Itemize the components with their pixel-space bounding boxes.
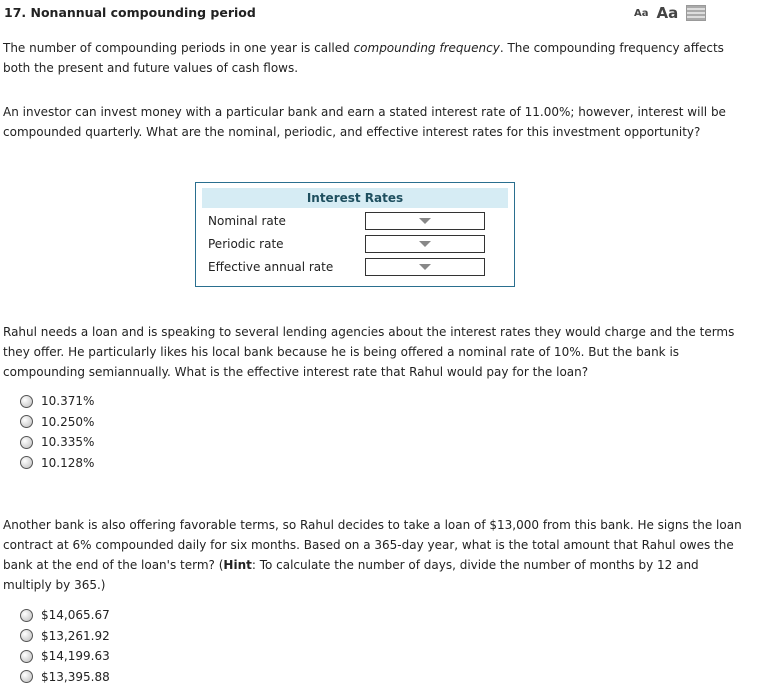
question-3-text: Another bank is also offering favorable terms, so Rahul decides to take a loan of $13,000 from this bank. He signs the loan contract at 6% compounded daily for six months. Based on a 365-day year, what is the total amount that Rahul owes the bank at the end of the loan's term? (Hint: To calculate the number of days, divide the number of months by 12 and multiply by 365.) [3, 518, 742, 592]
decrease-font-button[interactable]: Aa [634, 7, 649, 19]
question-1-text: An investor can invest money with a particular bank and earn a stated interest rate of 11.00%; however, interest will be compounded quarterly. What are the nominal, periodic, and effective interest rates for this investment opportunity? [3, 105, 726, 139]
radio-button[interactable] [20, 436, 33, 449]
radio-option[interactable]: $14,199.63 [20, 646, 110, 667]
chevron-down-icon [419, 241, 431, 247]
radio-option[interactable]: $14,065.67 [20, 605, 110, 626]
chevron-down-icon [419, 218, 431, 224]
effective-rate-dropdown[interactable] [365, 258, 485, 276]
radio-button[interactable] [20, 650, 33, 663]
intro-text: The number of compounding periods in one year is called compounding frequency. The compounding frequency affects both the present and future values of cash flows. [3, 41, 724, 75]
question-3-options [20, 605, 110, 687]
question-2-text: Rahul needs a loan and is speaking to several lending agencies about the interest rates they would charge and the terms they offer. He particularly likes his local bank because he is being offered a nominal rate of 10%. But the bank is compounding semiannually. What is the effective interest rate that Rahul would pay for the loan? [3, 325, 735, 379]
radio-button[interactable] [20, 415, 33, 428]
radio-option[interactable]: 10.335% [20, 432, 94, 453]
radio-button[interactable] [20, 609, 33, 622]
nominal-rate-dropdown[interactable] [365, 212, 485, 230]
radio-button[interactable] [20, 456, 33, 469]
toolbar [634, 4, 706, 22]
table-header: Interest Rates [202, 188, 508, 208]
interest-rates-table [195, 182, 515, 287]
chevron-down-icon [419, 264, 431, 270]
print-icon[interactable] [686, 5, 706, 21]
radio-button[interactable] [20, 629, 33, 642]
table-row: Periodic rate [202, 233, 508, 254]
radio-option[interactable]: $13,261.92 [20, 626, 110, 647]
radio-option[interactable]: 10.371% [20, 391, 94, 412]
radio-button[interactable] [20, 395, 33, 408]
table-row: Effective annual rate [202, 256, 508, 277]
question-title: 17. Nonannual compounding period [4, 5, 256, 20]
radio-button[interactable] [20, 670, 33, 683]
radio-option[interactable]: 10.128% [20, 453, 94, 474]
table-row: Nominal rate [202, 210, 508, 231]
radio-option[interactable]: $13,395.88 [20, 667, 110, 688]
increase-font-button[interactable]: Aa [656, 4, 679, 22]
question-2-options [20, 391, 94, 473]
periodic-rate-dropdown[interactable] [365, 235, 485, 253]
radio-option[interactable]: 10.250% [20, 412, 94, 433]
